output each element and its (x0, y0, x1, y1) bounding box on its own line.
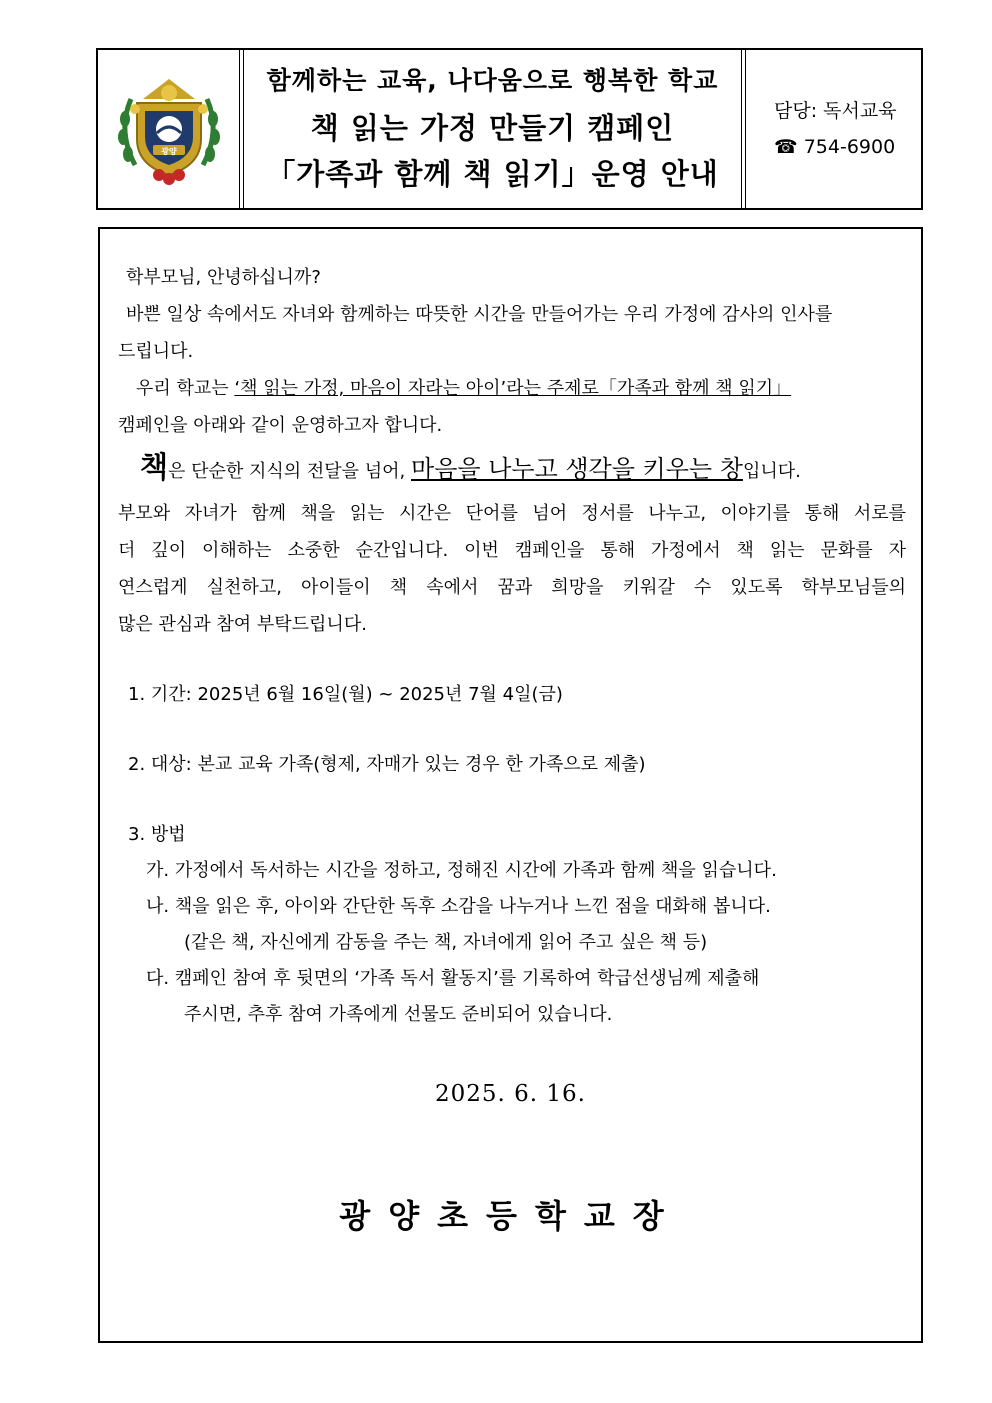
item-method: 3. 방법 (128, 824, 186, 845)
item-target: 2. 대상: 본교 교육 가족(형제, 자매가 있는 경우 한 가족으로 제출) (128, 754, 646, 775)
book-statement-mid: 은 단순한 지식의 전달을 넘어, (168, 461, 412, 482)
method-c-line-1: 다. 캠페인 참여 후 뒷면의 ‘가족 독서 활동지’를 기록하여 학급선생님께 제출해 (146, 968, 760, 989)
item-period: 1. 기간: 2025년 6월 16일(월) ~ 2025년 7월 4일(금) (128, 684, 563, 705)
book-char: 책 (140, 450, 169, 484)
letter-date: 2025. 6. 16. (435, 1081, 586, 1107)
letter-content (118, 259, 906, 1033)
document-header (96, 48, 923, 210)
method-c-line-2: 주시면, 추후 참여 가족에게 선물도 준비되어 있습니다. (184, 1004, 613, 1025)
intro-line-2: 드립니다. (118, 341, 194, 362)
school-emblem-cell (98, 50, 240, 208)
principal-signature: 광양초등학교장 (339, 1197, 682, 1235)
emblem-label: 광양 (160, 147, 177, 156)
theme-line (118, 370, 906, 407)
theme-line-2: 캠페인을 아래와 같이 운영하고자 합니다. (118, 415, 443, 436)
school-emblem-icon (109, 69, 229, 189)
theme-prefix: 우리 학교는 (136, 378, 235, 399)
header-title-block (244, 50, 741, 208)
method-b-note: (같은 책, 자신에게 감동을 주는 책, 자녀에게 읽어 주고 싶은 책 등) (184, 932, 708, 953)
letter-body-frame (98, 227, 923, 1343)
book-statement-phrase: 마음을 나누고 생각을 키우는 창 (411, 455, 743, 483)
body-paragraph-line-4: 많은 관심과 참여 부탁드립니다. (118, 614, 367, 635)
contact-person: 담당: 독서교육 (774, 100, 897, 122)
body-paragraph-line-3: 연스럽게 실천하고, 아이들이 책 속에서 꿈과 희망을 키워갈 수 있도록 학부모님들의 (118, 577, 906, 598)
book-statement (118, 444, 906, 495)
page-title-line-1: 책 읽는 가정 만들기 캠페인 (310, 111, 675, 145)
greeting: 학부모님, 안녕하십니까? (126, 267, 321, 288)
contact-phone: ☎ 754-6900 (774, 136, 896, 158)
body-paragraph-line-2: 더 깊이 이해하는 소중한 순간입니다. 이번 캠페인을 통해 가정에서 책 읽는 문화를 자 (118, 540, 906, 561)
intro-line-1: 바쁜 일상 속에서도 자녀와 함께하는 따뜻한 시간을 만들어가는 우리 가정에 감사의 인사를 (126, 304, 833, 325)
book-statement-end: 입니다. (742, 461, 801, 482)
page-title-line-2: 「가족과 함께 책 읽기」운영 안내 (266, 157, 719, 191)
school-slogan: 함께하는 교육, 나다움으로 행복한 학교 (266, 66, 719, 95)
contact-info (745, 50, 921, 208)
theme-text: ‘책 읽는 가정, 마음이 자라는 아이’라는 주제로「가족과 함께 책 읽기」 (234, 378, 792, 399)
method-a: 가. 가정에서 독서하는 시간을 정하고, 정해진 시간에 가족과 함께 책을 읽습니다. (146, 860, 777, 881)
body-paragraph-line-1: 부모와 자녀가 함께 책을 읽는 시간은 단어를 넘어 정서를 나누고, 이야기를 통해 서로를 (118, 503, 906, 524)
method-b: 나. 책을 읽은 후, 아이와 간단한 독후 소감을 나누거나 느낀 점을 대화해 봅니다. (146, 896, 771, 917)
